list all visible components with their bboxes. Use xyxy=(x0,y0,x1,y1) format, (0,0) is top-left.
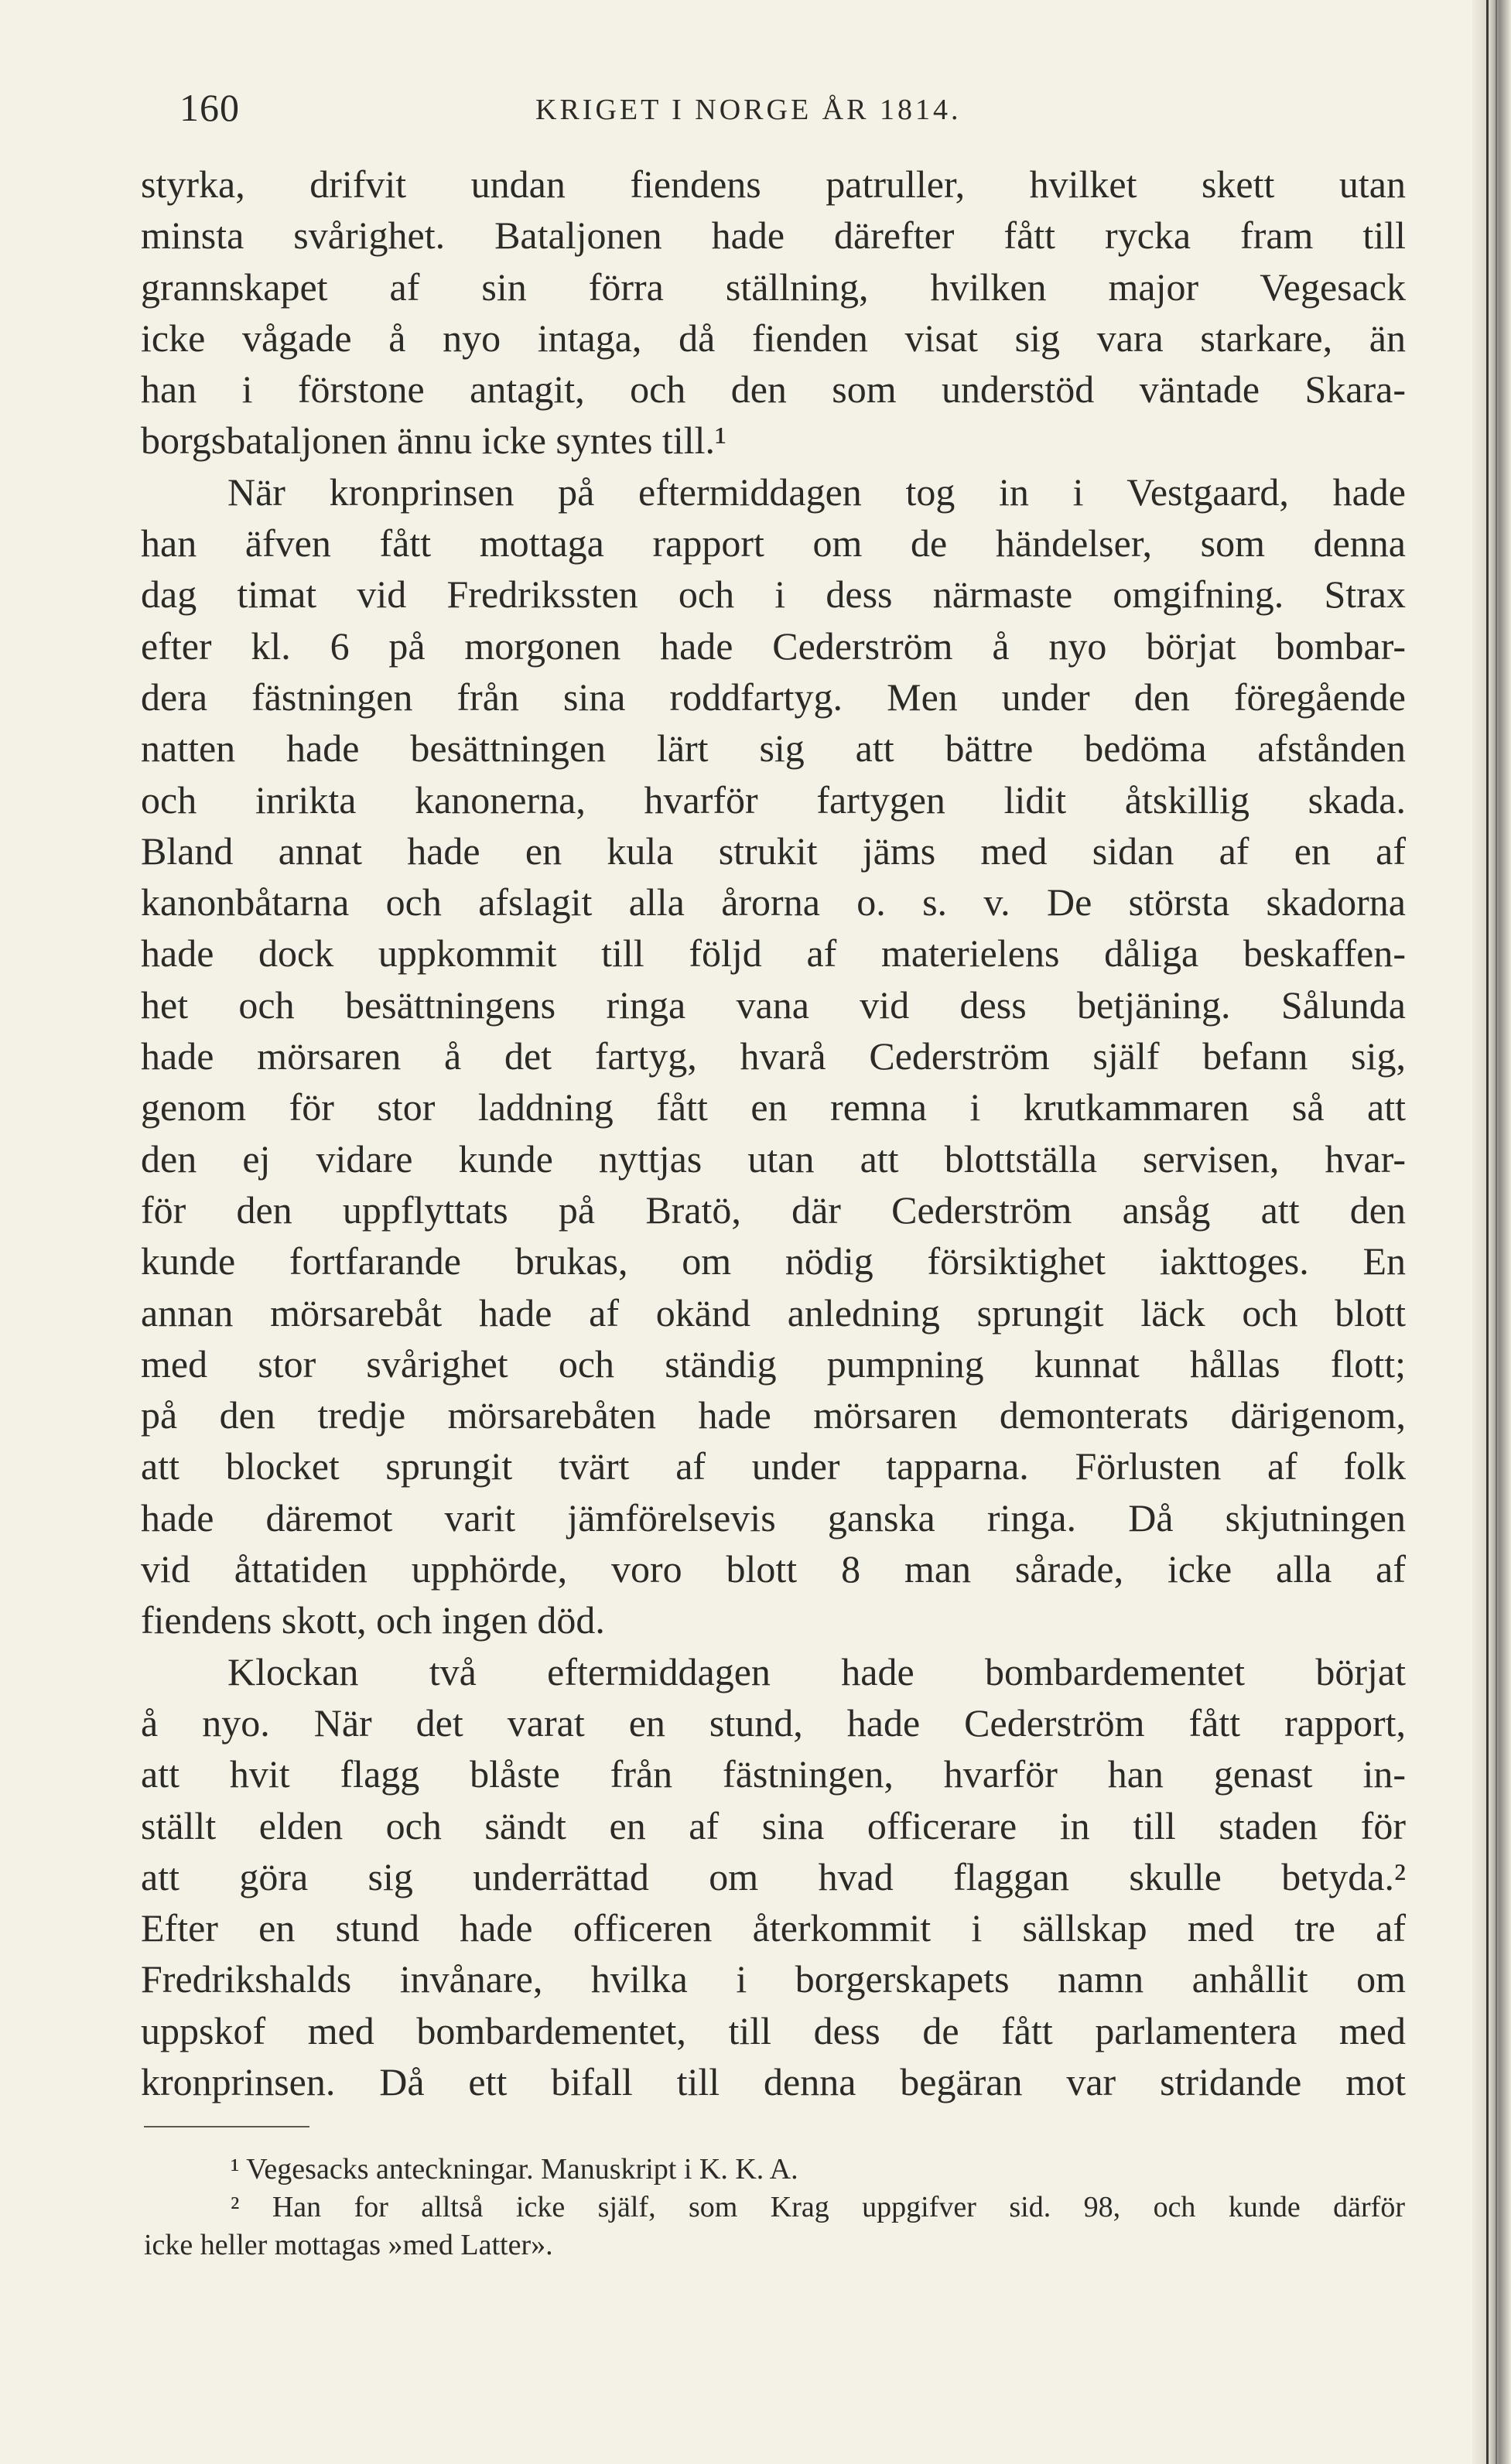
text-line: icke vågade å nyo intaga, då fienden visat sig vara starkare, än xyxy=(141,316,1406,360)
footnote-divider xyxy=(144,2126,309,2127)
text-line: och inrikta kanonerna, hvarför fartygen lidit åtskillig skada. xyxy=(141,777,1406,822)
text-line: genom för stor laddning fått en remna i krutkammaren så att xyxy=(141,1085,1406,1129)
page-header xyxy=(179,85,1406,139)
text-line: ställt elden och sändt en af sina officerare in till staden för xyxy=(141,1803,1406,1847)
text-line: vid åttatiden upphörde, voro blott 8 man sårade, icke alla af xyxy=(141,1547,1406,1591)
footnote-line: ² Han for alltså icke själf, som Krag uppgifver sid. 98, och kunde därför xyxy=(231,2191,1405,2223)
footnote-line: icke heller mottagas »med Latter». xyxy=(144,2229,553,2261)
text-line: kanonbåtarna och afslagit alla årorna o. s. v. De största skadorna xyxy=(141,880,1406,924)
footnote-line: ¹ Vegesacks anteckningar. Manuskript i K. K. A. xyxy=(231,2153,798,2185)
text-line: minsta svårighet. Bataljonen hade därefter fått rycka fram till xyxy=(141,214,1406,258)
text-line: för den uppflyttats på Bratö, där Cederström ansåg att den xyxy=(141,1188,1406,1232)
text-line: Klockan två eftermiddagen hade bombardementet börjat xyxy=(227,1649,1406,1693)
text-line: borgsbataljonen ännu icke syntes till.¹ xyxy=(141,419,726,463)
text-line: När kronprinsen på eftermiddagen tog in i Vestgaard, hade xyxy=(227,470,1406,514)
page-edge-line xyxy=(1496,0,1497,2464)
text-line: uppskof med bombardementet, till dess de fått parlamentera med xyxy=(141,2008,1406,2052)
text-line: kunde fortfarande brukas, om nödig försiktighet iakttoges. En xyxy=(141,1239,1406,1283)
text-line: kronprinsen. Då ett bifall till denna begäran var stridande mot xyxy=(141,2059,1406,2103)
body-text xyxy=(141,159,1406,2107)
page-number: 160 xyxy=(179,86,240,129)
text-line: att göra sig underrättad om hvad flaggan skulle betyda.² xyxy=(141,1854,1406,1898)
text-line: å nyo. När det varat en stund, hade Cederström fått rapport, xyxy=(141,1700,1406,1745)
running-title: KRIGET I NORGE ÅR 1814. xyxy=(535,94,962,126)
footnotes xyxy=(144,2151,1405,2264)
text-line: med stor svårighet och ständig pumpning kunnat hållas flott; xyxy=(141,1341,1406,1386)
page-edge-line xyxy=(1486,0,1489,2464)
text-line: efter kl. 6 på morgonen hade Cederström å nyo börjat bombar- xyxy=(141,624,1406,668)
text-line: han äfven fått mottaga rapport om de händelser, som denna xyxy=(141,521,1406,566)
text-line: grannskapet af sin förra ställning, hvilken major Vegesack xyxy=(141,265,1406,309)
text-line: Efter en stund hade officeren återkommit i sällskap med tre af xyxy=(141,1906,1406,1950)
text-line: hade dock uppkommit till följd af materielens dåliga beskaffen- xyxy=(141,931,1406,976)
text-line: dag timat vid Fredrikssten och i dess närmaste omgifning. Strax xyxy=(141,572,1406,617)
text-line: att blocket sprungit tvärt af under tapparna. Förlusten af folk xyxy=(141,1444,1406,1488)
text-line: hade mörsaren å det fartyg, hvarå Cederström själf befann sig, xyxy=(141,1034,1406,1078)
text-line: het och besättningens ringa vana vid dess betjäning. Sålunda xyxy=(141,983,1406,1027)
text-line: på den tredje mörsarebåten hade mörsaren demonterats därigenom, xyxy=(141,1393,1406,1437)
text-line: hade däremot varit jämförelsevis ganska ringa. Då skjutningen xyxy=(141,1495,1406,1540)
text-line: han i förstone antagit, och den som understöd väntade Skara- xyxy=(141,367,1406,412)
text-line: Bland annat hade en kula strukit jäms med sidan af en af xyxy=(141,829,1406,873)
text-line: den ej vidare kunde nyttjas utan att blottställa servisen, hvar- xyxy=(141,1136,1406,1181)
text-line: dera fästningen från sina roddfartyg. Men under den föregående xyxy=(141,675,1406,719)
page-edge xyxy=(1472,0,1511,2464)
text-line: Fredrikshalds invånare, hvilka i borgerskapets namn anhållit om xyxy=(141,1957,1406,2001)
text-line: fiendens skott, och ingen död. xyxy=(141,1598,605,1642)
text-line: styrka, drifvit undan fiendens patruller, hvilket skett utan xyxy=(141,162,1406,206)
text-line: att hvit flagg blåste från fästningen, hvarför han genast in- xyxy=(141,1752,1406,1796)
text-line: annan mörsarebåt hade af okänd anledning sprungit läck och blott xyxy=(141,1290,1406,1335)
text-line: natten hade besättningen lärt sig att bättre bedöma afstånden xyxy=(141,726,1406,771)
